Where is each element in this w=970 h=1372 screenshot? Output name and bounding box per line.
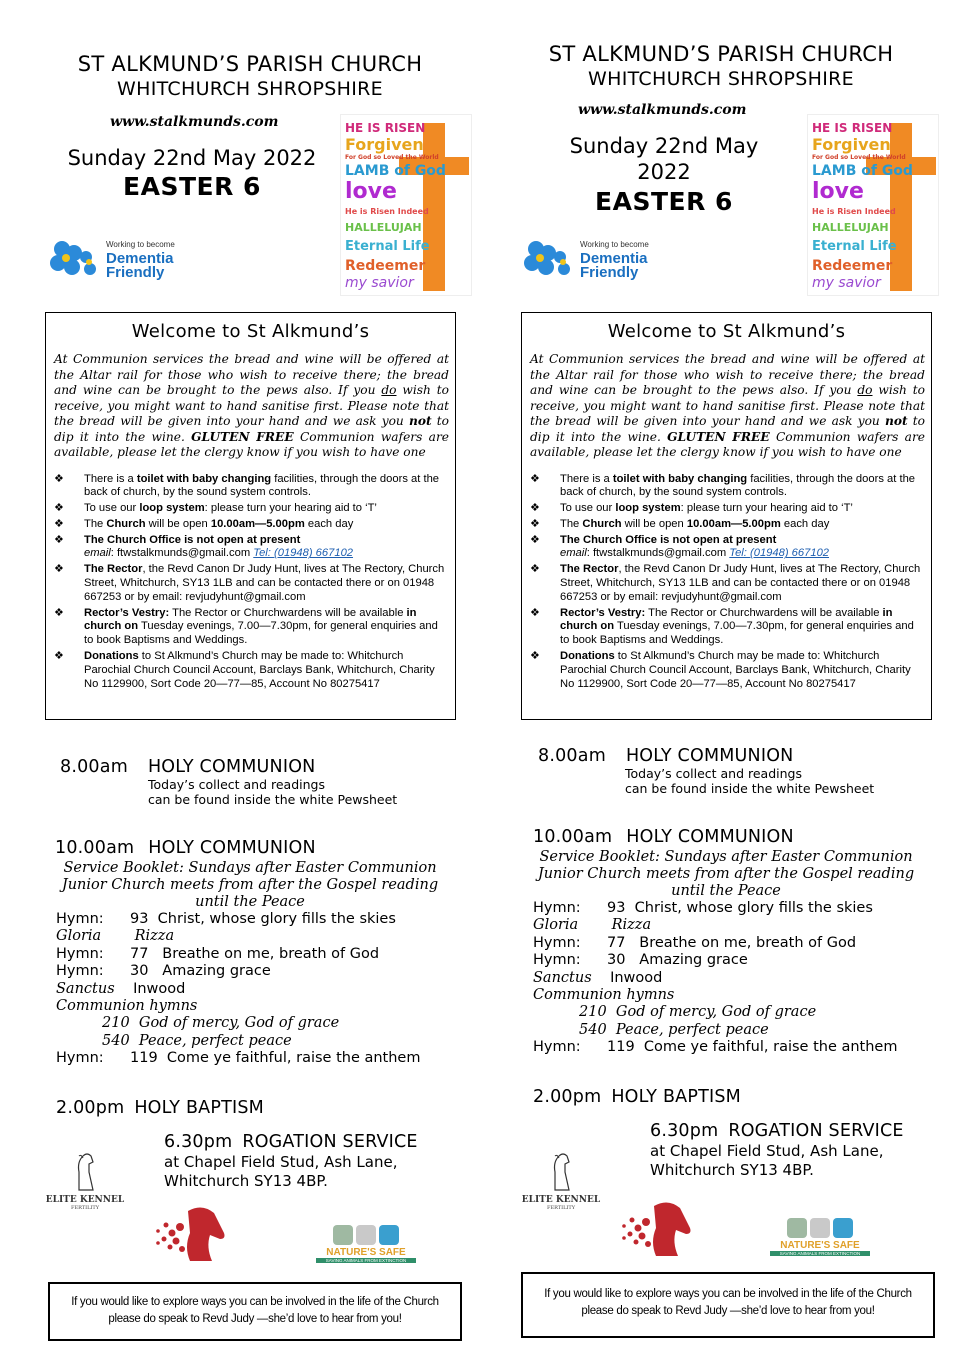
phone-link[interactable]: Tel: (01948) 667102 [253,547,354,560]
info-donations: ❖ Donations to St Alkmund’s Church may be made to: Whitchurch Parochial Church Council Account, Barclays Bank, Whitchurch, Charity No 1129900, Sort Code 20—77—85, Account No 80275417 [530,650,911,690]
welcome-box [45,312,456,720]
service-8am-notes [148,777,397,807]
poster-word: HE IS RISEN [812,121,893,135]
diamond-bullet-icon: ❖ [530,563,540,576]
service-note: Junior Church meets from after the Gospel reading [61,877,439,893]
service-2pm-heading [533,1087,741,1107]
info-opening: ❖ The Church will be open 10.00am—5.00pm each day [530,517,830,530]
church-line1: ST ALKMUND’S PARISH CHURCH [548,42,894,66]
service-10am-notes [45,860,455,911]
diamond-bullet-icon: ❖ [54,517,64,530]
church-line2: WHITCHURCH SHROPSHIRE [117,78,383,100]
poster-word: Forgiven [345,135,424,154]
service-note: Service Booklet: Sundays after Easter Communion [63,860,437,876]
sheet-left [0,0,480,1372]
footer-line: please do speak to Revd Judy —she’d love to hear from you! [108,1313,402,1325]
dementia-line1: Dementia [580,250,648,267]
welcome-paragraph: At Communion services the bread and wine will be offered at the Altar rail for those who wish to receive there; the bread and wine can be brought to the pews also. If you do wish to receive, you might want to hand sanitise first. Please note that the bread will be given into your hand and we ask you not to dip it into the wine. GLUTEN FREE Communion wafers are available, please let the clergy know if you wish to have one [530,352,926,459]
natures-safe-icons [770,1218,870,1238]
footer-line: If you would like to explore ways you can be involved in the life of the Church [71,1296,439,1308]
horse-logo [150,1203,230,1269]
service-10am-notes [521,849,931,900]
service-title: ROGATION SERVICE [728,1121,904,1141]
hymn-row: 540 Peace, perfect peace [579,1021,769,1038]
service-title: ROGATION SERVICE [242,1132,418,1152]
natures-name: NATURE'S SAFE [326,1247,406,1258]
service-location: at Chapel Field Stud, Ash Lane, [164,1152,398,1171]
footer-box [521,1272,935,1338]
diamond-bullet-icon: ❖ [54,502,64,515]
hymn-row: Hymn: 77 Breathe on me, breath of God [56,945,380,962]
dementia-line2: Friendly [106,264,165,281]
hymn-row: 540 Peace, perfect peace [102,1032,292,1049]
footer-line: please do speak to Revd Judy —she’d love to hear from you! [581,1305,875,1317]
website[interactable]: www.stalkmunds.com [578,102,747,118]
diamond-bullet-icon: ❖ [530,502,540,515]
diamond-bullet-icon: ❖ [530,517,540,530]
poster-word: Redeemer [345,258,426,274]
poster-word: Eternal Life [812,239,897,254]
hymn-list [533,900,897,1057]
forget-me-not-icon [522,239,574,279]
service-title: HOLY BAPTISM [611,1087,741,1107]
diamond-bullet-icon: ❖ [530,533,540,546]
service-time: 10.00am [533,827,613,847]
natures-sub: SAVING ANIMALS FROM EXTINCTION [770,1251,870,1256]
elite-name: ELITE KENNEL [45,1195,125,1205]
info-list [54,473,447,692]
footer-line: If you would like to explore ways you can be involved in the life of the Church [544,1288,912,1300]
hymn-row: Sanctus Inwood [533,969,663,986]
service-title: HOLY COMMUNION [625,746,794,766]
service-8am-notes [625,766,874,796]
info-loop: ❖ To use our loop system: please turn your hearing aid to ‘T’ [54,502,377,515]
service-10am-heading [55,838,316,858]
poster-word: He is Risen Indeed [345,207,429,216]
church-name [0,52,500,102]
dementia-line1: Dementia [106,250,174,267]
forget-me-not-icon [48,239,100,279]
dementia-friendly-logo [48,238,175,280]
poster-word: HALLELUJAH [345,221,422,234]
poster-word: Forgiven [812,135,891,154]
service-date [524,133,804,185]
service-note: until the Peace [195,894,305,910]
info-vestry: ❖ Rector’s Vestry: The Rector or Churchwardens will be available in church on Tuesday evenings, 7.00—7.30pm, for general enquiries and to book Baptisms and Weddings. [54,606,438,647]
service-time: 6.30pm [164,1132,233,1152]
service-note: can be found inside the white Pewsheet [625,781,875,796]
poster-word: LAMB of God [345,163,446,179]
date-line: Sunday 22nd May [569,134,759,158]
info-office: ❖ The Church Office is not open at present email: ftwstalkmunds@gmail.com Tel: (01948) 667102 [54,533,354,560]
dog-icon [65,1150,105,1192]
poster-word: For God so Loved the World [812,154,906,161]
info-toilet: ❖ There is a toilet with baby changing facilities, through the doors at the back of church, by the sound system controls. [54,472,440,499]
service-2pm-heading [56,1098,264,1118]
service-note: Today’s collect and readings [625,766,802,781]
poster-word: love [345,179,397,204]
hymn-row: Gloria Rizza [533,917,652,934]
hymn-row: 210 God of mercy, God of grace [102,1015,340,1032]
communion-label: Communion hymns [533,987,675,1004]
horse-head-icon [150,1203,230,1265]
diamond-bullet-icon: ❖ [54,650,64,663]
hymn-row: Hymn: 93 Christ, whose glory fills the skies [533,900,873,916]
poster-word: HALLELUJAH [812,221,889,234]
service-time: 10.00am [55,838,135,858]
diamond-bullet-icon: ❖ [54,472,64,485]
service-location: Whitchurch SY13 4BP. [164,1172,328,1190]
service-time: 2.00pm [56,1098,125,1118]
service-note: Service Booklet: Sundays after Easter Communion [539,849,913,865]
date-line: 2022 [637,160,691,184]
hymn-row: Hymn: 77 Breathe on me, breath of God [533,934,857,951]
church-line1: ST ALKMUND’S PARISH CHURCH [77,52,423,76]
service-date: Sunday 22nd May 2022 [67,146,317,170]
natures-safe-logo [770,1218,870,1256]
hymn-row: Gloria Rizza [56,928,175,945]
hymn-row: Hymn: 30 Amazing grace [533,952,748,969]
info-toilet: ❖ There is a toilet with baby changing facilities, through the doors at the back of church, by the sound system controls. [530,472,916,499]
occasion: EASTER 6 [123,172,261,201]
poster-word: Eternal Life [345,239,430,254]
service-title: HOLY COMMUNION [148,838,316,858]
dementia-small: Working to become [580,240,649,249]
info-rector: ❖ The Rector, the Revd Canon Dr Judy Hunt, lives at The Rectory, Church Street, Whitchurch, SY13 1LB and can be contacted there or on 01948 667253 or by email: revjudyhunt@gmail.com [530,563,921,603]
poster-word: HE IS RISEN [345,121,426,135]
elite-sub: FERTILITY [546,1205,576,1211]
service-630-block [164,1133,418,1192]
poster-word: He is Risen Indeed [812,207,896,216]
info-vestry: ❖ Rector’s Vestry: The Rector or Churchwardens will be available in church on Tuesday evenings, 7.00—7.30pm, for general enquiries and to book Baptisms and Weddings. [530,606,914,647]
hymn-row: 210 God of mercy, God of grace [579,1004,817,1021]
hymn-list [56,911,420,1068]
poster-word: Redeemer [812,258,893,274]
service-note: Today’s collect and readings [148,777,325,792]
diamond-bullet-icon: ❖ [530,472,540,485]
hymn-row: Hymn: 93 Christ, whose glory fills the skies [56,911,396,927]
elite-kennel-logo [520,1150,602,1211]
service-time: 6.30pm [650,1121,719,1141]
communion-label: Communion hymns [56,998,198,1015]
service-location: Whitchurch SY13 4BP. [650,1161,814,1179]
phone-link[interactable]: Tel: (01948) 667102 [729,547,830,560]
dementia-friendly-logo [522,238,649,280]
service-time: 2.00pm [533,1087,602,1107]
service-8am-heading [60,757,315,777]
hymn-row: Hymn: 119 Come ye faithful, raise the anthem [56,1050,421,1067]
service-title: HOLY BAPTISM [134,1098,264,1118]
poster-word: love [812,179,864,204]
service-time: 8.00am [538,746,606,766]
risen-poster-image [340,114,472,296]
church-name [471,42,970,92]
hymn-row: Sanctus Inwood [56,980,186,997]
poster-word: For God so Loved the World [345,154,439,161]
diamond-bullet-icon: ❖ [54,563,64,576]
info-rector: ❖ The Rector, the Revd Canon Dr Judy Hunt, lives at The Rectory, Church Street, Whitchurch, SY13 1LB and can be contacted there or on 01948 667253 or by email: revjudyhunt@gmail.com [54,563,445,603]
poster-word: my savior [345,275,414,291]
service-note: can be found inside the white Pewsheet [148,792,398,807]
service-location: at Chapel Field Stud, Ash Lane, [650,1141,884,1160]
info-opening: ❖ The Church will be open 10.00am—5.00pm each day [54,517,354,530]
poster-word: my savior [812,275,881,291]
hymn-row: Hymn: 30 Amazing grace [56,963,271,980]
elite-sub: FERTILITY [70,1205,100,1211]
service-note: until the Peace [671,883,781,899]
info-office: ❖ The Church Office is not open at present email: ftwstalkmunds@gmail.com Tel: (01948) 667102 [530,533,830,560]
service-title: HOLY COMMUNION [147,757,316,777]
welcome-box [521,312,932,720]
diamond-bullet-icon: ❖ [530,606,540,619]
elite-name: ELITE KENNEL [521,1195,601,1205]
welcome-title: Welcome to St Alkmund’s [131,321,370,342]
service-8am-heading [538,746,793,766]
diamond-bullet-icon: ❖ [530,650,540,663]
horse-head-icon [616,1198,696,1260]
service-630-block [650,1122,904,1181]
diamond-bullet-icon: ❖ [54,606,64,619]
info-loop: ❖ To use our loop system: please turn your hearing aid to ‘T’ [530,502,853,515]
horse-logo [616,1198,696,1264]
service-10am-heading [533,827,794,847]
info-donations: ❖ Donations to St Alkmund’s Church may be made to: Whitchurch Parochial Church Council Account, Barclays Bank, Whitchurch, Charity No 1129900, Sort Code 20—77—85, Account No 80275417 [54,650,435,690]
poster-word: LAMB of God [812,163,913,179]
occasion: EASTER 6 [595,187,733,216]
service-note: Junior Church meets from after the Gospel reading [537,866,915,882]
welcome-title: Welcome to St Alkmund’s [607,321,846,342]
natures-sub: SAVING ANIMALS FROM EXTINCTION [316,1258,416,1263]
dementia-line2: Friendly [580,264,639,281]
welcome-paragraph: At Communion services the bread and wine will be offered at the Altar rail for those who wish to receive there; the bread and wine can be brought to the pews also. If you do wish to receive, you might want to hand sanitise first. Please note that the bread will be given into your hand and we ask you not to dip it into the wine. GLUTEN FREE Communion wafers are available, please let the clergy know if you wish to have one [54,352,450,459]
sheet-right [476,0,956,1372]
dementia-small: Working to become [106,240,175,249]
info-list [530,473,923,692]
dog-icon [541,1150,581,1192]
service-time: 8.00am [60,757,128,777]
footer-box [48,1282,462,1341]
service-title: HOLY COMMUNION [626,827,794,847]
risen-poster-image [807,114,939,296]
natures-safe-logo [316,1225,416,1263]
elite-kennel-logo [44,1150,126,1211]
diamond-bullet-icon: ❖ [54,533,64,546]
natures-name: NATURE'S SAFE [780,1240,860,1251]
natures-safe-icons [316,1225,416,1245]
hymn-row: Hymn: 119 Come ye faithful, raise the anthem [533,1039,898,1056]
website[interactable]: www.stalkmunds.com [110,114,279,130]
church-line2: WHITCHURCH SHROPSHIRE [588,68,854,90]
